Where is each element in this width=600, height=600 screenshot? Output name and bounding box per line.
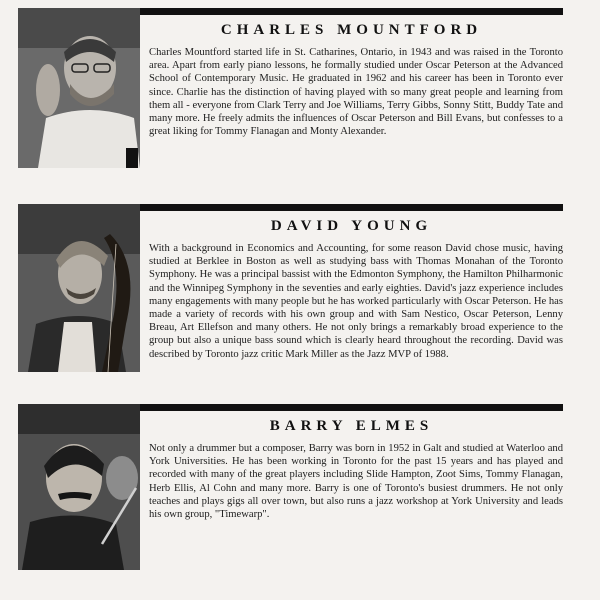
- portrait-photo-icon: [18, 8, 140, 168]
- bio-barry-elmes: [18, 404, 563, 572]
- bio-name: DAVID YOUNG: [270, 218, 433, 234]
- portrait-photo-icon: [18, 404, 140, 570]
- bio-text: With a background in Economics and Accounting, for some reason David chose music, having studied at Berklee in Boston as well as studying bass with Thomas Monahan of the Toronto Symphony. He was a principal bassist with the Edmonton Symphony, the Hamilton Philharmonic and the Winnipeg Symphony in the seventies and early eighties. David's jazz experience includes many engagements with many people but he has worked particularly with Oscar Peterson. He has made a variety of records with his own group and with Sam Nestico, Oscar Peterson, Lenny Breau, Art Ellefson and many others. He not only brings a remarkably broad experience to the group but also a unique bass sound which is clearly heard throughout the recording. David was described by Toronto jazz critic Mark Miller as the Jazz MVP of 1988.: [149, 243, 563, 360]
- bio-name: BARRY ELMES: [269, 418, 434, 434]
- bio-text: Charles Mountford started life in St. Catharines, Ontario, in 1943 and was raised in the Toronto area. Apart from early piano lessons, he formally studied under Oscar Peterson at the Advanced School of Contemporary Music. He graduated in 1962 and his career has been in Toronto ever since. Charlie has the distinction of having played with so many great people and learning from them all - everyone from Clark Terry and Joe Williams, Terry Gibbs, Sonny Stitt, Buddy Tate and many more. He freely admits the influences of Oscar Peterson and Bill Evans, but confesses to a great liking for Tommy Flanagan and Monty Alexander.: [149, 47, 563, 138]
- bio-david-young: [18, 204, 563, 400]
- bio-charles-mountford: [18, 8, 563, 176]
- bio-name: CHARLES MOUNTFORD: [220, 22, 483, 38]
- portrait-photo-icon: [18, 204, 140, 372]
- bio-text: Not only a drummer but a composer, Barry was born in 1952 in Galt and studied at Waterloo and York Universities. He has been working in Toronto for the past 15 years and has played and recorded with many of the great players including Slide Hampton, Zoot Sims, Tommy Flanagan, Herb Ellis, Al Cohn and many more. Barry is one of Toronto's busiest drummers. He not only teaches and plays gigs all over town, but also runs a jazz workshop at York University and leads his own group, "Timewarp".: [149, 443, 563, 521]
